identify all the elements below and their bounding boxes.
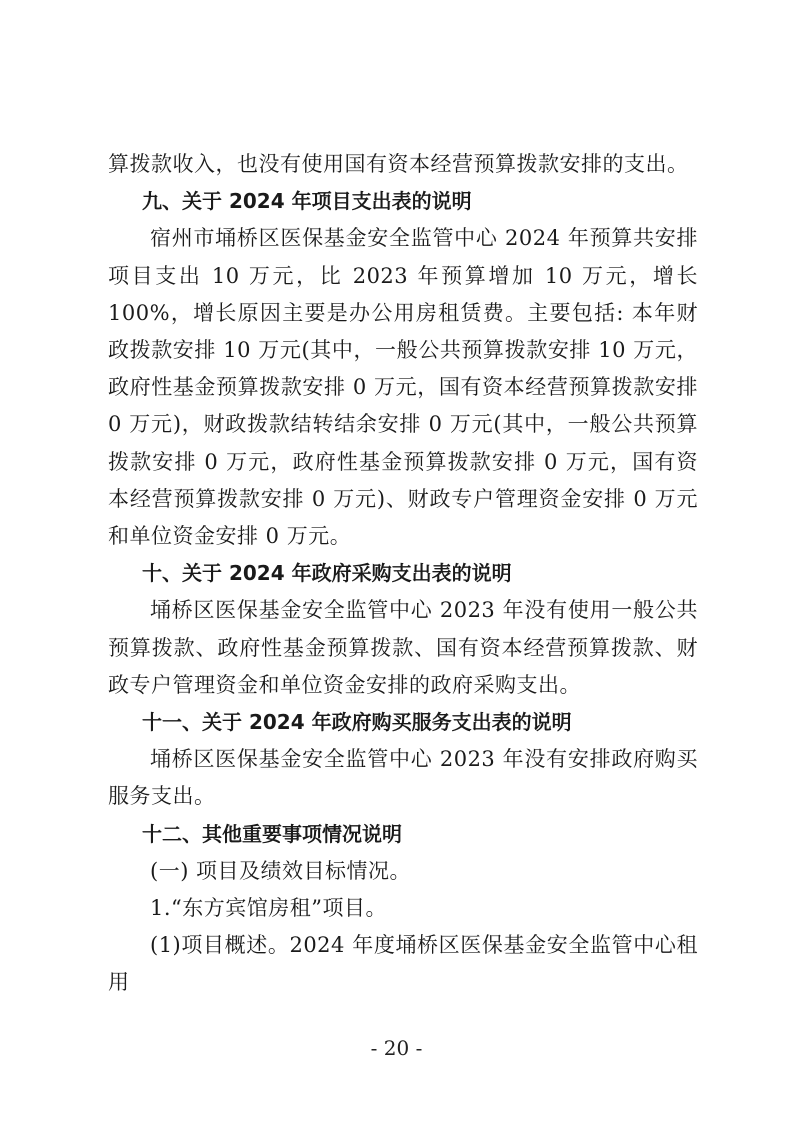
document-body bbox=[108, 146, 698, 1002]
paragraph-continuation: 算拨款收入，也没有使用国有资本经营预算拨款安排的支出。 bbox=[108, 152, 689, 176]
section-heading-10: 十、关于 2024 年政府采购支出表的说明 bbox=[142, 561, 512, 586]
section-heading-11: 十一、关于 2024 年政府购买服务支出表的说明 bbox=[142, 710, 572, 735]
section-heading-12: 十二、其他重要事项情况说明 bbox=[142, 821, 402, 846]
section-heading-9: 九、关于 2024 年项目支出表的说明 bbox=[142, 189, 472, 214]
subheading-project-1: 1.“东方宾馆房租”项目。 bbox=[150, 896, 388, 921]
paragraph-project-overview: (1)项目概述。2024 年度埇桥区医保基金安全监管中心租用 bbox=[108, 933, 698, 995]
subheading-project-goals: (一) 项目及绩效目标情况。 bbox=[150, 858, 412, 883]
paragraph-section-11: 埇桥区医保基金安全监管中心 2023 年没有安排政府购买服务支出。 bbox=[108, 747, 698, 809]
page-number: - 20 - bbox=[370, 1036, 423, 1060]
paragraph-section-10: 埇桥区医保基金安全监管中心 2023 年没有使用一般公共预算拨款、政府性基金预算拨款、国有资本经营预算拨款、财政专户管理资金和单位资金安排的政府采购支出。 bbox=[108, 598, 698, 697]
paragraph-section-9: 宿州市埇桥区医保基金安全监管中心 2024 年预算共安排项目支出 10 万元，比 2023 年预算增加 10 万元，增长 100%，增长原因主要是办公用房租赁费。主要包括: 本年财政拨款安排 10 万元(其中，一般公共预算拨款安排 10 万元，政府性基金预算拨款安排 0 万元，国有资本经营预算拨款安排 0 万元)，财政拨款结转结余安排 0 万元(其中，一般公共预算拨款安排 0 万元，政府性基金预算拨款安排 0 万元，国有资本经营预算拨款安排 0 万元)、财政专户管理资金安排 0 万元和单位资金安排 0 万元。 bbox=[108, 226, 698, 549]
